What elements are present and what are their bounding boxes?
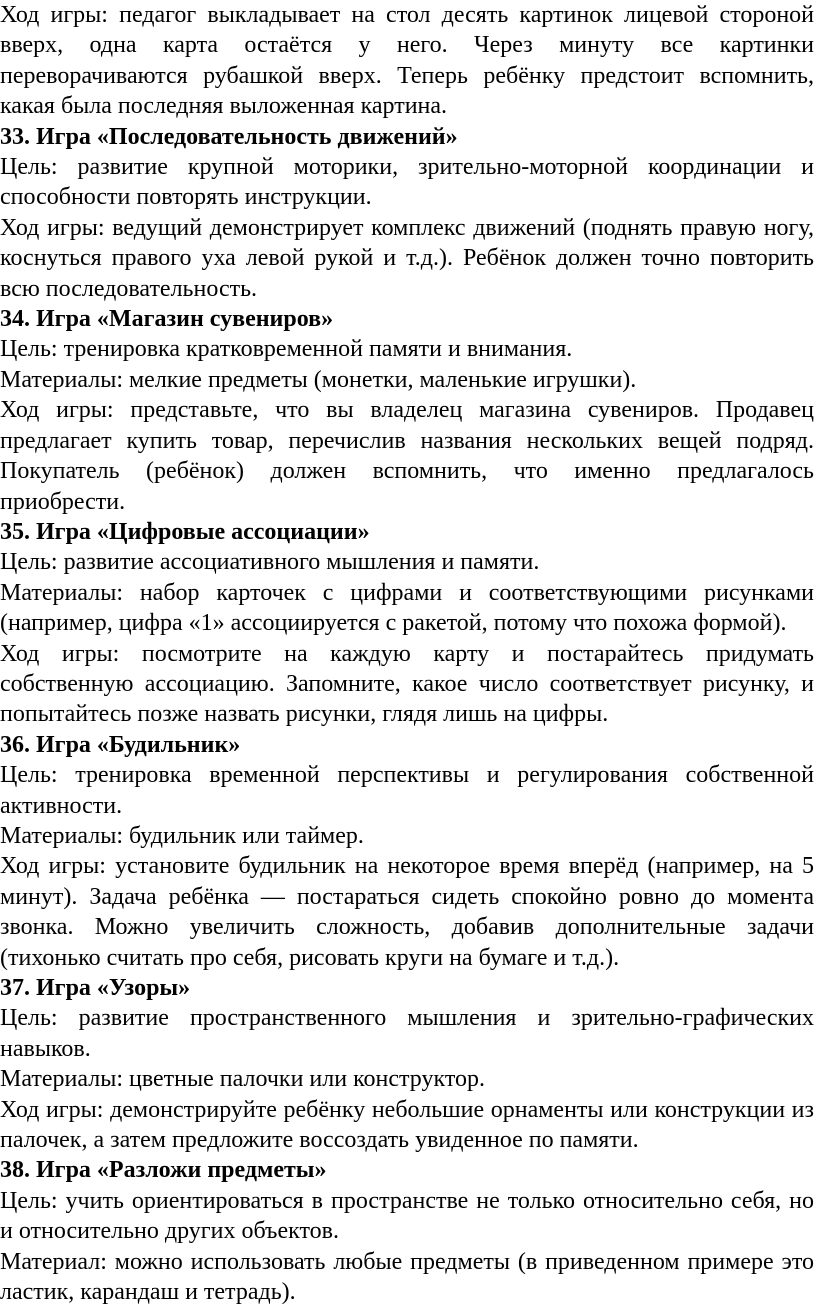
game-35-goal: Цель: развитие ассоциативного мышления и памяти.: [0, 549, 540, 576]
game-34-goal: Цель: тренировка кратковременной памяти и внимания.: [0, 336, 573, 363]
game-38-title: 38. Игра «Разложи предметы»: [0, 1157, 327, 1184]
game-34-process: Ход игры: представьте, что вы владелец магазина сувениров. Продавец предлагает купить товар, перечислив названия нескольких вещей подряд. Покупатель (ребёнок) должен вспомнить, что именно предлагалось приобрести.: [0, 397, 814, 515]
game-37-materials: Материалы: цветные палочки или конструктор.: [0, 1066, 486, 1093]
game-37-goal: Цель: развитие пространственного мышления и зрительно-графических навыков.: [0, 1005, 814, 1062]
game-37-title: 37. Игра «Узоры»: [0, 975, 191, 1001]
game-36-process: Ход игры: установите будильник на некоторое время вперёд (например, на 5 минут). Задача ребёнка — постараться сидеть спокойно ровно до момента звонка. Можно увеличить сложность, добавив дополнительные задачи (тихонько считать про себя, рисовать круги на бумаге и т.д.).: [0, 853, 814, 971]
game-33-section: [0, 122, 814, 304]
intro-process-paragraph: Ход игры: педагог выкладывает на стол десять картинок лицевой стороной вверх, одна карта остаётся у него. Через минуту все картинки переворачиваются рубашкой вверх. Теперь ребёнку предстоит вспомнить, какая была последняя выложенная картина.: [0, 2, 814, 120]
game-38-materials: Материал: можно использовать любые предметы (в приведенном примере это ластик, карандаш и тетрадь).: [0, 1248, 814, 1306]
game-38-goal: Цель: учить ориентироваться в пространстве не только относительно себя, но и относительно других объектов.: [0, 1187, 814, 1245]
game-36-section: [0, 730, 814, 973]
game-33-title: 33. Игра «Последовательность движений»: [0, 123, 458, 150]
game-33-process: Ход игры: ведущий демонстрирует комплекс движений (поднять правую ногу, коснуться правого уха левой рукой и т.д.). Ребёнок должен точно повторить всю последовательность.: [0, 214, 814, 302]
game-37-section: [0, 973, 814, 1155]
game-36-materials: Материалы: будильник или таймер.: [0, 822, 364, 849]
game-36-goal: Цель: тренировка временной перспективы и регулирования собственной активности.: [0, 762, 814, 819]
game-37-process: Ход игры: демонстрируйте ребёнку небольшие орнаменты или конструкции из палочек, а затем предложите воссоздать увиденное по памяти.: [0, 1096, 814, 1154]
game-35-process: Ход игры: посмотрите на каждую карту и постарайтесь придумать собственную ассоциацию. Запомните, какое число соответствует рисунку, и попытайтесь позже назвать рисунки, глядя лишь на цифры.: [0, 640, 814, 728]
game-35-materials: Материалы: набор карточек с цифрами и соответствующими рисунками (например, цифра «1» ассоциируется с ракетой, потому что похожа формой).: [0, 579, 814, 637]
game-34-title: 34. Игра «Магазин сувениров»: [0, 306, 334, 333]
game-35-section: [0, 517, 814, 730]
game-38-section: [0, 1155, 814, 1307]
game-33-goal: Цель: развитие крупной моторики, зрительно-моторной координации и способности повторять инструкции.: [0, 154, 814, 211]
game-34-materials: Материалы: мелкие предметы (монетки, маленькие игрушки).: [0, 366, 637, 393]
game-35-title: 35. Игра «Цифровые ассоциации»: [0, 518, 370, 545]
game-34-section: [0, 304, 814, 517]
game-36-title: 36. Игра «Будильник»: [0, 731, 241, 758]
